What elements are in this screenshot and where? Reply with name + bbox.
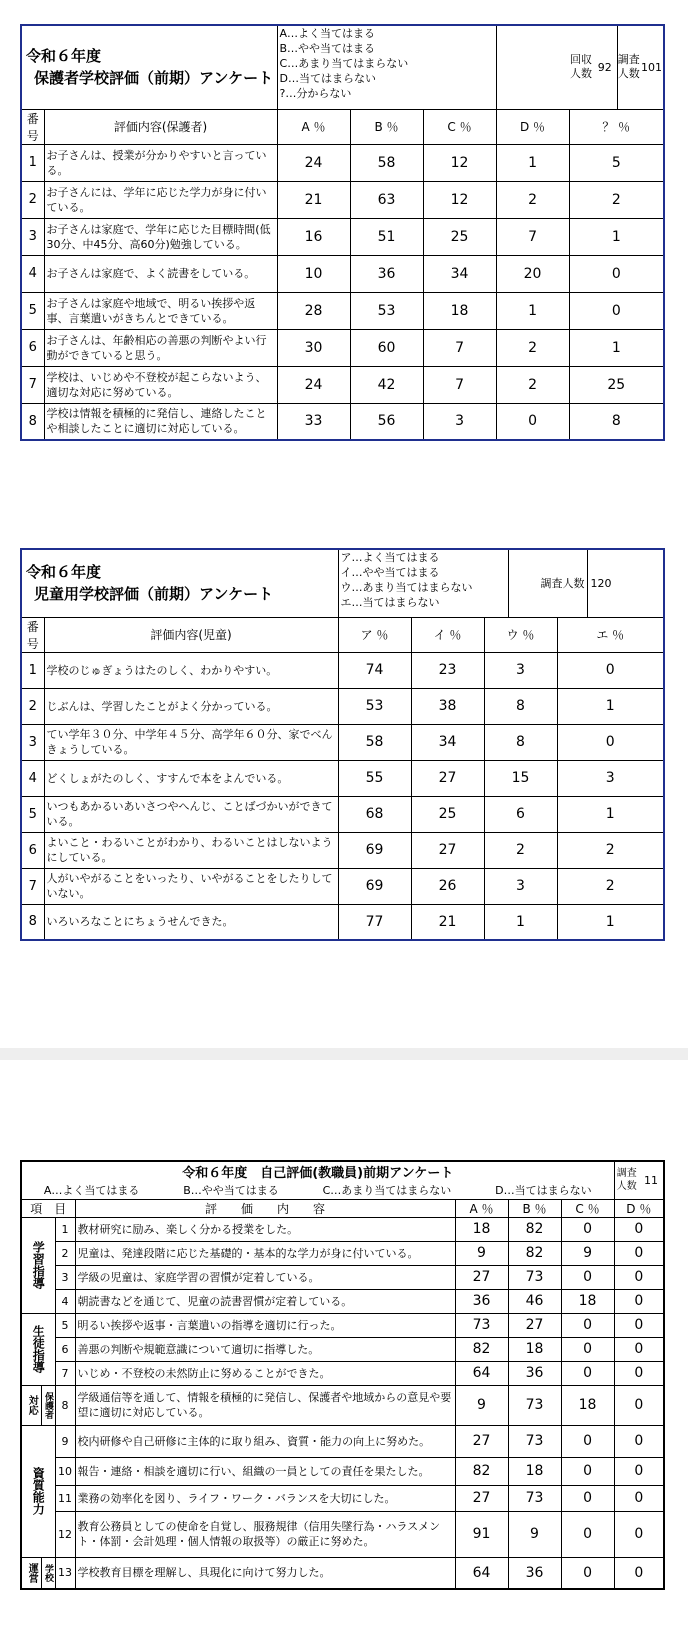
group-label: 生徒指導 — [21, 1313, 55, 1385]
value-a: 69 — [338, 832, 411, 868]
table-row — [21, 1557, 664, 1589]
row-text: 児童は、発達段階に応じた基礎的・基本的な学力が身に付いている。 — [75, 1241, 455, 1265]
row-text: 学校は、いじめや不登校が起こらないよう、適切な対応に努めている。 — [44, 366, 277, 403]
value-c: 0 — [561, 1337, 614, 1361]
value-d: 0 — [614, 1425, 664, 1457]
header-d: D ％ — [496, 109, 569, 144]
value-d: 0 — [614, 1361, 664, 1385]
row-number: 11 — [55, 1485, 75, 1511]
row-text: 人がいやがることをいったり、いやがることをしたりしていない。 — [44, 868, 338, 904]
table-row — [21, 1289, 664, 1313]
value-d: 0 — [614, 1485, 664, 1511]
value-i: 21 — [411, 904, 484, 940]
value-a: 33 — [277, 403, 350, 440]
value-a: 9 — [455, 1385, 508, 1425]
row-text: 校内研修や自己研修に主体的に取り組み、資質・能力の向上に努めた。 — [75, 1425, 455, 1457]
table-row — [21, 652, 664, 688]
value-e: 0 — [557, 724, 664, 760]
row-text: じぶんは、学習したことがよく分かっている。 — [44, 688, 338, 724]
staff-surveyed-label: 調査人数 — [614, 1161, 639, 1199]
row-text: 報告・連絡・相談を適切に行い、組織の一員としての責任を果たした。 — [75, 1457, 455, 1485]
value-a: 18 — [455, 1217, 508, 1241]
table-row — [21, 904, 664, 940]
value-c: 0 — [561, 1485, 614, 1511]
value-c: 0 — [561, 1457, 614, 1485]
value-c: 0 — [561, 1511, 614, 1557]
row-text: てい学年３０分、中学年４５分、高学年６０分、家でべんきょうしている。 — [44, 724, 338, 760]
legend-b: B…やや当てはまる — [279, 42, 376, 55]
staff-survey-title: 令和６年度 自己評価(教職員)前期アンケート — [21, 1161, 614, 1181]
value-d: 0 — [614, 1217, 664, 1241]
row-number: 5 — [21, 796, 44, 832]
row-text: お子さんは、年齢相応の善悪の判断やよい行動ができていると思う。 — [44, 329, 277, 366]
value-e: 2 — [557, 832, 664, 868]
value-c: 0 — [561, 1425, 614, 1457]
value-a: 24 — [277, 144, 350, 181]
row-number: 6 — [55, 1337, 75, 1361]
value-b: 36 — [350, 255, 423, 292]
table-row — [21, 868, 664, 904]
value-i: 27 — [411, 760, 484, 796]
legend-u: ウ…あまり当てはまらない — [340, 581, 473, 594]
row-number: 8 — [21, 403, 44, 440]
value-e: 1 — [557, 796, 664, 832]
row-number: 4 — [21, 760, 44, 796]
row-number: 5 — [55, 1313, 75, 1337]
value-u: 2 — [484, 832, 557, 868]
header-a: A ％ — [455, 1199, 508, 1217]
row-number: 3 — [55, 1265, 75, 1289]
value-a: 27 — [455, 1485, 508, 1511]
row-text: 学級の児童は、家庭学習の習慣が定着している。 — [75, 1265, 455, 1289]
value-i: 34 — [411, 724, 484, 760]
parent-survey-table — [20, 24, 665, 441]
value-e: 1 — [557, 904, 664, 940]
value-d: 2 — [496, 329, 569, 366]
value-c: 25 — [423, 218, 496, 255]
value-b: 82 — [508, 1241, 561, 1265]
surveyed-label: 調査人数 — [617, 25, 640, 109]
child-title-year: 令和６年度 — [26, 563, 102, 582]
table-row — [21, 1385, 664, 1425]
child-survey-table — [20, 548, 665, 941]
value-a: 55 — [338, 760, 411, 796]
table-row — [21, 1485, 664, 1511]
value-i: 25 — [411, 796, 484, 832]
value-d: 1 — [496, 292, 569, 329]
value-a: 91 — [455, 1511, 508, 1557]
value-d: 0 — [614, 1385, 664, 1425]
value-a: 27 — [455, 1265, 508, 1289]
table-row — [21, 366, 664, 403]
value-u: 8 — [484, 688, 557, 724]
row-number: 1 — [21, 652, 44, 688]
staff-header-row — [21, 1199, 664, 1217]
value-b: 60 — [350, 329, 423, 366]
row-text: いじめ・不登校の未然防止に努めることができた。 — [75, 1361, 455, 1385]
group-sublabel: 学校 — [41, 1557, 55, 1589]
value-b: 36 — [508, 1557, 561, 1589]
staff-survey-table — [20, 1160, 665, 1590]
parent-title-name: 保護者学校評価（前期）アンケート — [34, 69, 274, 88]
value-q: 2 — [569, 181, 664, 218]
value-q: 1 — [569, 218, 664, 255]
row-text: お子さんは家庭や地域で、明るい挨拶や返事、言葉遣いがきちんとできている。 — [44, 292, 277, 329]
row-number: 10 — [55, 1457, 75, 1485]
row-number: 9 — [55, 1425, 75, 1457]
group-label: 学習指導 — [21, 1217, 55, 1313]
row-text: 明るい挨拶や返事・言葉遣いの指導を適切に行った。 — [75, 1313, 455, 1337]
row-text: いつもあかるいあいさつやへんじ、ことばづかいができている。 — [44, 796, 338, 832]
value-b: 42 — [350, 366, 423, 403]
legend-d: D…当てはまらない — [279, 72, 376, 85]
row-number: 6 — [21, 832, 44, 868]
value-a: 73 — [455, 1313, 508, 1337]
header-content: 評価内容(児童) — [44, 617, 338, 652]
legend-c: C…あまり当てはまらない — [322, 1183, 452, 1197]
header-u: ウ ％ — [484, 617, 557, 652]
value-b: 82 — [508, 1217, 561, 1241]
row-number: 1 — [21, 144, 44, 181]
value-a: 27 — [455, 1425, 508, 1457]
value-a: 64 — [455, 1557, 508, 1589]
legend-e: エ…当てはまらない — [340, 596, 440, 609]
value-d: 1 — [496, 144, 569, 181]
value-u: 3 — [484, 652, 557, 688]
value-u: 3 — [484, 868, 557, 904]
header-b: B ％ — [508, 1199, 561, 1217]
row-text: 学校のじゅぎょうはたのしく、わかりやすい。 — [44, 652, 338, 688]
staff-surveyed-value: 11 — [639, 1161, 664, 1199]
row-text: 朝読書などを通じて、児童の読書習慣が定着している。 — [75, 1289, 455, 1313]
header-q: ？ ％ — [569, 109, 664, 144]
value-i: 23 — [411, 652, 484, 688]
legend-i: イ…やや当てはまる — [340, 566, 440, 579]
value-a: 30 — [277, 329, 350, 366]
value-d: 0 — [496, 403, 569, 440]
row-text: お子さんは家庭で、学年に応じた目標時間(低30分、中45分、高60分)勉強している。 — [44, 218, 277, 255]
table-row — [21, 1217, 664, 1241]
group-label: 運営 — [21, 1557, 41, 1589]
table-row — [21, 1313, 664, 1337]
value-d: 0 — [614, 1289, 664, 1313]
row-number: 3 — [21, 724, 44, 760]
legend-d: D…当てはまらない — [495, 1183, 592, 1197]
value-c: 18 — [423, 292, 496, 329]
header-a: A ％ — [277, 109, 350, 144]
collected-value: 92 — [593, 25, 617, 109]
staff-legend — [21, 1181, 614, 1199]
row-text: よいこと・わるいことがわかり、わるいことはしないようにしている。 — [44, 832, 338, 868]
child-header-row — [21, 617, 664, 652]
value-c: 0 — [561, 1265, 614, 1289]
value-u: 15 — [484, 760, 557, 796]
table-row — [21, 329, 664, 366]
value-c: 12 — [423, 181, 496, 218]
value-b: 27 — [508, 1313, 561, 1337]
value-a: 24 — [277, 366, 350, 403]
child-survey-title — [21, 549, 338, 617]
value-b: 58 — [350, 144, 423, 181]
row-text: お子さんは家庭で、よく読書をしている。 — [44, 255, 277, 292]
value-b: 46 — [508, 1289, 561, 1313]
table-row — [21, 760, 664, 796]
table-row — [21, 796, 664, 832]
value-b: 73 — [508, 1425, 561, 1457]
value-b: 53 — [350, 292, 423, 329]
row-text: 業務の効率化を図り、ライフ・ワーク・バランスを大切にした。 — [75, 1485, 455, 1511]
value-a: 9 — [455, 1241, 508, 1265]
value-c: 9 — [561, 1241, 614, 1265]
row-number: 2 — [55, 1241, 75, 1265]
value-e: 2 — [557, 868, 664, 904]
value-a: 69 — [338, 868, 411, 904]
value-c: 18 — [561, 1385, 614, 1425]
row-number: 12 — [55, 1511, 75, 1557]
group-sublabel: 保護者 — [41, 1385, 55, 1425]
value-d: 0 — [614, 1313, 664, 1337]
value-d: 0 — [614, 1337, 664, 1361]
table-row — [21, 403, 664, 440]
row-number: 2 — [21, 181, 44, 218]
table-row — [21, 255, 664, 292]
table-row — [21, 832, 664, 868]
value-d: 0 — [614, 1265, 664, 1289]
parent-spacer — [496, 25, 569, 109]
value-b: 36 — [508, 1361, 561, 1385]
value-c: 0 — [561, 1313, 614, 1337]
value-d: 0 — [614, 1557, 664, 1589]
legend-a: A…よく当てはまる — [43, 1183, 140, 1197]
value-u: 8 — [484, 724, 557, 760]
table-row — [21, 292, 664, 329]
legend-c: C…あまり当てはまらない — [279, 57, 409, 70]
header-e: エ ％ — [557, 617, 664, 652]
header-number: 番号 — [21, 109, 44, 144]
table-row — [21, 688, 664, 724]
value-c: 0 — [561, 1361, 614, 1385]
value-i: 38 — [411, 688, 484, 724]
legend-a: ア…よく当てはまる — [340, 551, 440, 564]
header-content: 評価内容(保護者) — [44, 109, 277, 144]
group-label: 資質能力 — [21, 1425, 55, 1557]
value-u: 6 — [484, 796, 557, 832]
row-number: 5 — [21, 292, 44, 329]
value-q: 0 — [569, 292, 664, 329]
value-a: 82 — [455, 1337, 508, 1361]
row-text: 善悪の判断や規範意識について適切に指導した。 — [75, 1337, 455, 1361]
value-d: 7 — [496, 218, 569, 255]
child-surveyed-value: 120 — [587, 549, 664, 617]
parent-legend — [277, 25, 496, 109]
table-row — [21, 1425, 664, 1457]
table-row — [21, 1241, 664, 1265]
table-row — [21, 1265, 664, 1289]
value-d: 0 — [614, 1457, 664, 1485]
surveyed-value: 101 — [640, 25, 664, 109]
value-c: 0 — [561, 1217, 614, 1241]
value-c: 7 — [423, 366, 496, 403]
table-row — [21, 218, 664, 255]
value-d: 0 — [614, 1511, 664, 1557]
header-content: 評 価 内 容 — [75, 1199, 455, 1217]
value-b: 63 — [350, 181, 423, 218]
header-c: C ％ — [423, 109, 496, 144]
value-a: 82 — [455, 1457, 508, 1485]
value-e: 3 — [557, 760, 664, 796]
value-a: 64 — [455, 1361, 508, 1385]
row-number: 4 — [21, 255, 44, 292]
row-text: お子さんは、授業が分かりやすいと言っている。 — [44, 144, 277, 181]
row-number: 8 — [21, 904, 44, 940]
header-item: 項 目 — [21, 1199, 75, 1217]
value-a: 58 — [338, 724, 411, 760]
table-row — [21, 1361, 664, 1385]
legend-q: ?…分からない — [279, 87, 352, 100]
value-a: 21 — [277, 181, 350, 218]
value-e: 0 — [557, 652, 664, 688]
value-q: 0 — [569, 255, 664, 292]
value-b: 9 — [508, 1511, 561, 1557]
value-b: 18 — [508, 1457, 561, 1485]
row-number: 8 — [55, 1385, 75, 1425]
header-number: 番号 — [21, 617, 44, 652]
value-c: 3 — [423, 403, 496, 440]
table-row — [21, 1457, 664, 1485]
child-title-name: 児童用学校評価（前期）アンケート — [34, 585, 274, 604]
row-number: 6 — [21, 329, 44, 366]
value-c: 34 — [423, 255, 496, 292]
table-row — [21, 144, 664, 181]
row-text: 学校は情報を積極的に発信し、連絡したことや相談したことに適切に対応している。 — [44, 403, 277, 440]
parent-title-year: 令和６年度 — [26, 47, 102, 66]
row-number: 2 — [21, 688, 44, 724]
value-q: 8 — [569, 403, 664, 440]
value-b: 18 — [508, 1337, 561, 1361]
value-c: 12 — [423, 144, 496, 181]
page-separator — [0, 1048, 688, 1060]
value-a: 16 — [277, 218, 350, 255]
value-b: 73 — [508, 1265, 561, 1289]
value-i: 27 — [411, 832, 484, 868]
row-text: 教育公務員としての使命を自覚し、服務規律（信用失墜行為・ハラスメント・体罰・会計処理・個人情報の取扱等）の厳正に努めた。 — [75, 1511, 455, 1557]
row-text: 教材研究に励み、楽しく分かる授業をした。 — [75, 1217, 455, 1241]
legend-b: B…やや当てはまる — [183, 1183, 279, 1197]
table-row — [21, 724, 664, 760]
legend-a: A…よく当てはまる — [279, 27, 376, 40]
row-number: 13 — [55, 1557, 75, 1589]
row-number: 3 — [21, 218, 44, 255]
row-text: お子さんには、学年に応じた学力が身に付いている。 — [44, 181, 277, 218]
value-q: 25 — [569, 366, 664, 403]
value-a: 10 — [277, 255, 350, 292]
header-i: イ ％ — [411, 617, 484, 652]
value-e: 1 — [557, 688, 664, 724]
value-b: 51 — [350, 218, 423, 255]
row-number: 4 — [55, 1289, 75, 1313]
header-a: ア ％ — [338, 617, 411, 652]
header-c: C ％ — [561, 1199, 614, 1217]
group-label: 対応 — [21, 1385, 41, 1425]
row-number: 1 — [55, 1217, 75, 1241]
value-c: 7 — [423, 329, 496, 366]
value-d: 2 — [496, 181, 569, 218]
parent-survey-title — [21, 25, 277, 109]
row-number: 7 — [21, 366, 44, 403]
value-a: 77 — [338, 904, 411, 940]
parent-header-row — [21, 109, 664, 144]
collected-label: 回収人数 — [569, 25, 593, 109]
table-row — [21, 1337, 664, 1361]
value-q: 1 — [569, 329, 664, 366]
value-a: 36 — [455, 1289, 508, 1313]
header-d: D ％ — [614, 1199, 664, 1217]
value-c: 0 — [561, 1557, 614, 1589]
value-a: 53 — [338, 688, 411, 724]
value-a: 74 — [338, 652, 411, 688]
value-c: 18 — [561, 1289, 614, 1313]
row-text: 学校教育目標を理解し、具現化に向けて努力した。 — [75, 1557, 455, 1589]
row-text: いろいろなことにちょうせんできた。 — [44, 904, 338, 940]
value-u: 1 — [484, 904, 557, 940]
value-a: 28 — [277, 292, 350, 329]
value-d: 0 — [614, 1241, 664, 1265]
row-number: 7 — [55, 1361, 75, 1385]
value-b: 73 — [508, 1385, 561, 1425]
value-a: 68 — [338, 796, 411, 832]
row-text: どくしょがたのしく、すすんで本をよんでいる。 — [44, 760, 338, 796]
value-d: 20 — [496, 255, 569, 292]
value-b: 56 — [350, 403, 423, 440]
row-text: 学級通信等を通して、情報を積極的に発信し、保護者や地域からの意見や要望に適切に対応している。 — [75, 1385, 455, 1425]
row-number: 7 — [21, 868, 44, 904]
header-b: B ％ — [350, 109, 423, 144]
table-row — [21, 181, 664, 218]
value-q: 5 — [569, 144, 664, 181]
child-surveyed-label: 調査人数 — [508, 549, 587, 617]
value-b: 73 — [508, 1485, 561, 1511]
child-legend — [338, 549, 508, 617]
value-i: 26 — [411, 868, 484, 904]
table-row — [21, 1511, 664, 1557]
value-d: 2 — [496, 366, 569, 403]
